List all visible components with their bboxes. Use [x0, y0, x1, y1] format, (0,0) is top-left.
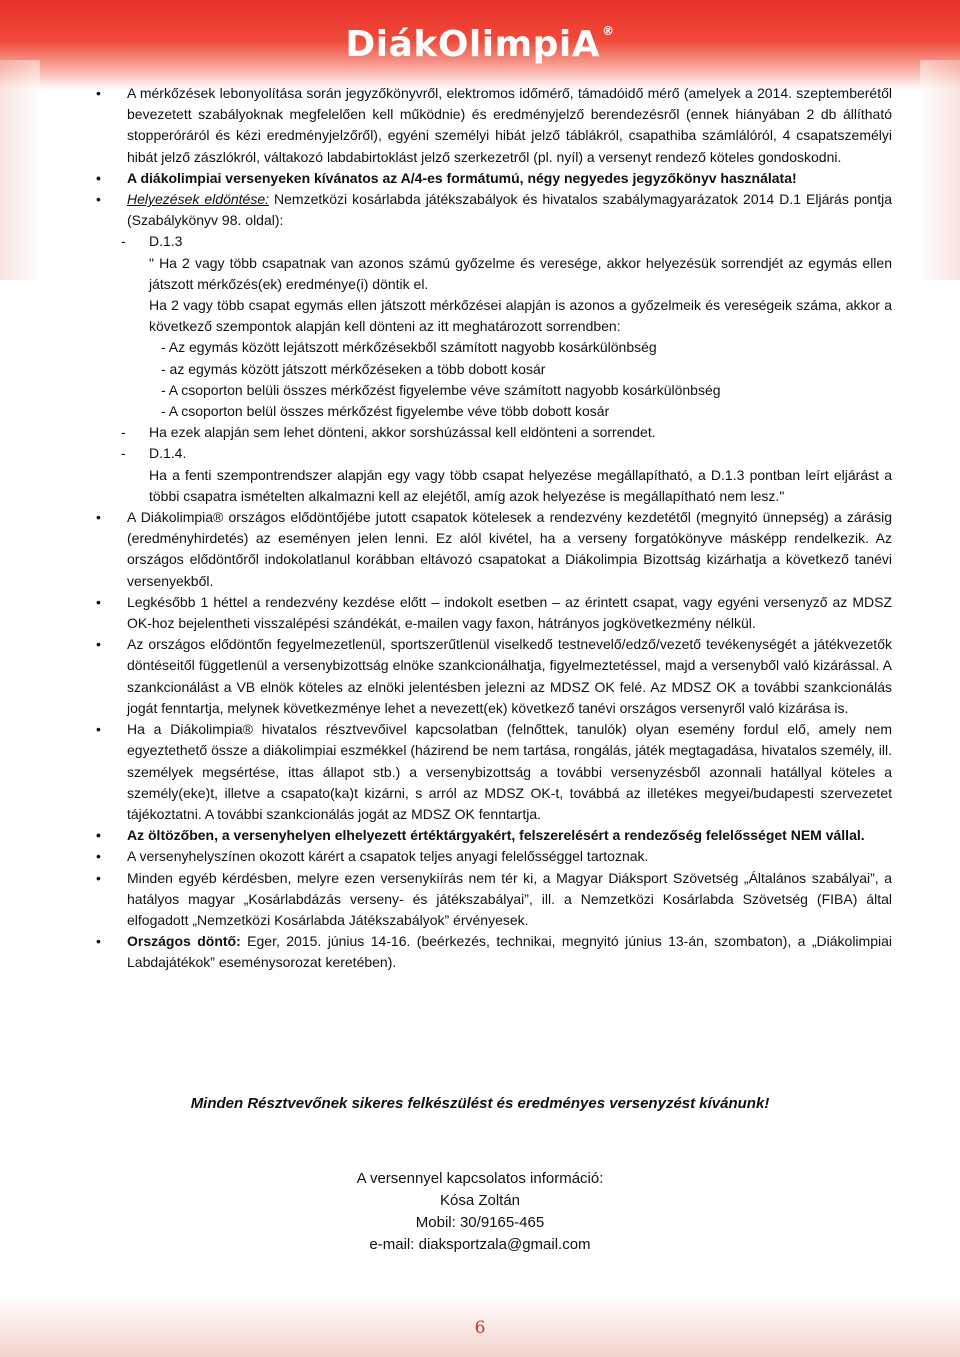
national-final-text: Eger, 2015. június 14-16. (beérkezés, technikai, megnyitó június 13-án, szombaton), a „Diákolimpiai Labdajátékok” eseménysorozat keretében).: [127, 933, 892, 971]
dash-marker: -: [121, 424, 126, 441]
item-equipment: • A mérkőzések lebonyolítása során jegyzőkönyvről, elektromos időmérő, támadóidő mérő (amelyek a 2014. szeptemberétől bevezetett szabályoknak megfelelően kell működnie) és eredményjelző berendezésről (ennek hiányában 2 db állítható stopperóráról és kézi eredményjelzőről), egyéni személyi hibát jelző táblákról, csapathiba számlálóról, 4 csapatszemélyi hibát jelző zászlókról, váltakozó labdabirtoklást jelző szerkezetről (pl. nyíl) a versenyt rendező köteles gondoskodni.: [96, 83, 892, 168]
item-valuables: • Az öltözőben, a versenyhelyen elhelyezett értéktárgyakért, felszerelésért a rendezőség felelősséget NEM vállal.: [96, 825, 892, 846]
rule-d13-paragraph-2: Ha 2 vagy több csapat egymás ellen játszott mérkőzései alapján is azonos a győzelmeik és vereségeik száma, akkor a következő szempontok alapján kell dönteni az itt meghatározott sorrendben:: [149, 297, 892, 335]
item-damages: • A versenyhelyszínen okozott kárért a csapatok teljes anyagi felelősséggel tartoznak.: [96, 846, 892, 867]
item-withdrawal: • Legkésőbb 1 héttel a rendezvény kezdése előtt – indokolt esetben – az érintett csapat, vagy egyéni versenyző az MDSZ OK-hoz bejelentheti visszalépési szándékát, e-mailen vagy faxon, hátrányos jogkövetkezmény nélkül.: [96, 592, 892, 634]
item-exclusion: • Ha a Diákolimpia® hivatalos résztvevőivel kapcsolatban (felnőttek, tanulók) olyan esemény fordul elő, amely nem egyeztethető össze a diákolimpiai eszmékkel (házirend be nem tartása, rongálás, játék megtagadása, hivatalos személy, ill. személyek megsértése, ittas állapot stb.) a versenybizottság a további versenyzésből azonnali hatállyal köteles a személy(eke)t, illetve a csapato(ka)t kizárni, s arról az MDSZ OK-t, továbbá az illetékes megyei/budapesti szervezetet tájékoztatni. A további szankcionálás jogát az MDSZ OK fenntartja.: [96, 719, 892, 825]
criterion-3: - A csoporton belüli összes mérkőzést figyelembe véve számított nagyobb kosárkülönbség: [161, 381, 721, 398]
item-national-final: [96, 931, 892, 973]
national-final-label: Országos döntő:: [127, 933, 241, 950]
dash-marker: -: [121, 445, 126, 462]
logo-text: DiákOlimpiA: [345, 24, 601, 65]
rule-draw-text: Ha ezek alapján sem lehet dönteni, akkor sorshúzással kell eldönteni a sorrendet.: [149, 424, 656, 441]
rule-d14: [96, 443, 892, 464]
contact-email: e-mail: diaksportzala@gmail.com: [369, 1236, 591, 1253]
document-body: [96, 83, 892, 974]
rule-d13-paragraph-1: " Ha 2 vagy több csapatnak van azonos számú győzelme és veresége, akkor helyezésük sorrendjét az egymás ellen játszott mérkőzés(ek) eredménye(i) döntik el.: [149, 254, 892, 292]
item-ranking: [96, 189, 892, 231]
contact-name: Kósa Zoltán: [439, 1192, 521, 1209]
item-other-rules: • Minden egyéb kérdésben, melyre ezen versenykiírás nem tér ki, a Magyar Diáksport Szövetség „Általános szabályai”, a hatályos magyar „Kosárlabdázás verseny- és játékszabályai”, ill. a Nemzetközi Kosárlabda Szövetség (FIBA) által elfogadott „Nemzetközi Kosárlabda Játékszabályok” érvényesek.: [96, 868, 892, 932]
item-discipline: • Az országos elődöntőn fegyelmezetlenül, sportszerűtlenül viselkedő testnevelő/edző/vezető tevékenységét a játékvezetők döntéseitől függetlenül a versenybizottság elnöke szankcionálhatja, figyelmeztetéssel, majd a versenyből való kizárással. A szankcionálást a VB elnök köteles az elnöki jelentésben jelezni az MDSZ OK felé. Az MDSZ OK a további szankcionálás jogát fenntartja, melynek következménye lehet a nevezett(ek) következő tanévi országos versenyről való kizárása is.: [96, 634, 892, 719]
dash-marker: -: [121, 233, 126, 250]
diakolimpia-logo: [0, 24, 960, 65]
ranking-label: Helyezések eldöntése:: [127, 191, 269, 208]
contact-block: [0, 1168, 960, 1256]
rule-draw: [96, 422, 892, 443]
registered-mark: ®: [602, 24, 615, 38]
criterion-1: - Az egymás között lejátszott mérkőzésekből számított nagyobb kosárkülönbség: [161, 339, 657, 356]
item-attendance: • A Diákolimpia® országos elődöntőjébe jutott csapatok kötelesek a rendezvény kezdetétől (megnyitó ünnepség) a zárásig (eredményhirdetés) az eseményen jelen lenni. Ez alól kivétel, ha a verseny forgatókönyve másképp rendelkezik. Az országos elődöntőről indokolatlanul korábban eltávozó csapatokat a Diákolimpia Bizottság kizárhatja a következő tanévi versenyekből.: [96, 507, 892, 592]
criterion-4: - A csoporton belül összes mérkőzést figyelembe véve több dobott kosár: [161, 403, 610, 420]
left-decoration: [0, 60, 40, 280]
contact-title: A versennyel kapcsolatos információ:: [356, 1170, 604, 1187]
page-number: 6: [474, 1318, 486, 1338]
item-scoresheet: • A diákolimpiai versenyeken kívánatos az A/4-es formátumú, négy negyedes jegyzőkönyv használata!: [96, 168, 892, 189]
rule-d14-title: D.1.4.: [149, 445, 187, 462]
contact-mobile: Mobil: 30/9165-465: [415, 1214, 545, 1231]
closing-wish: Minden Résztvevőnek sikeres felkészülést és eredményes versenyzést kívánunk!: [190, 1095, 770, 1112]
rule-d14-paragraph: Ha a fenti szempontrendszer alapján egy vagy több csapat helyezése megállapítható, a D.1.3 pontban leírt eljárást a többi csapatra ismételten alkalmazni kell az elejétől, amíg azok helyezése is megállapítható nem lesz.": [149, 466, 892, 504]
right-decoration: [920, 60, 960, 280]
criterion-2: - az egymás között játszott mérkőzéseken a több dobott kosár: [161, 360, 546, 377]
rule-d13-title: D.1.3: [149, 233, 183, 250]
rule-d13: [96, 231, 892, 252]
ranking-text: Nemzetközi kosárlabda játékszabályok és hivatalos szabálymagyarázatok 2014 D.1 Eljárás pontja (Szabálykönyv 98. oldal):: [127, 191, 892, 229]
